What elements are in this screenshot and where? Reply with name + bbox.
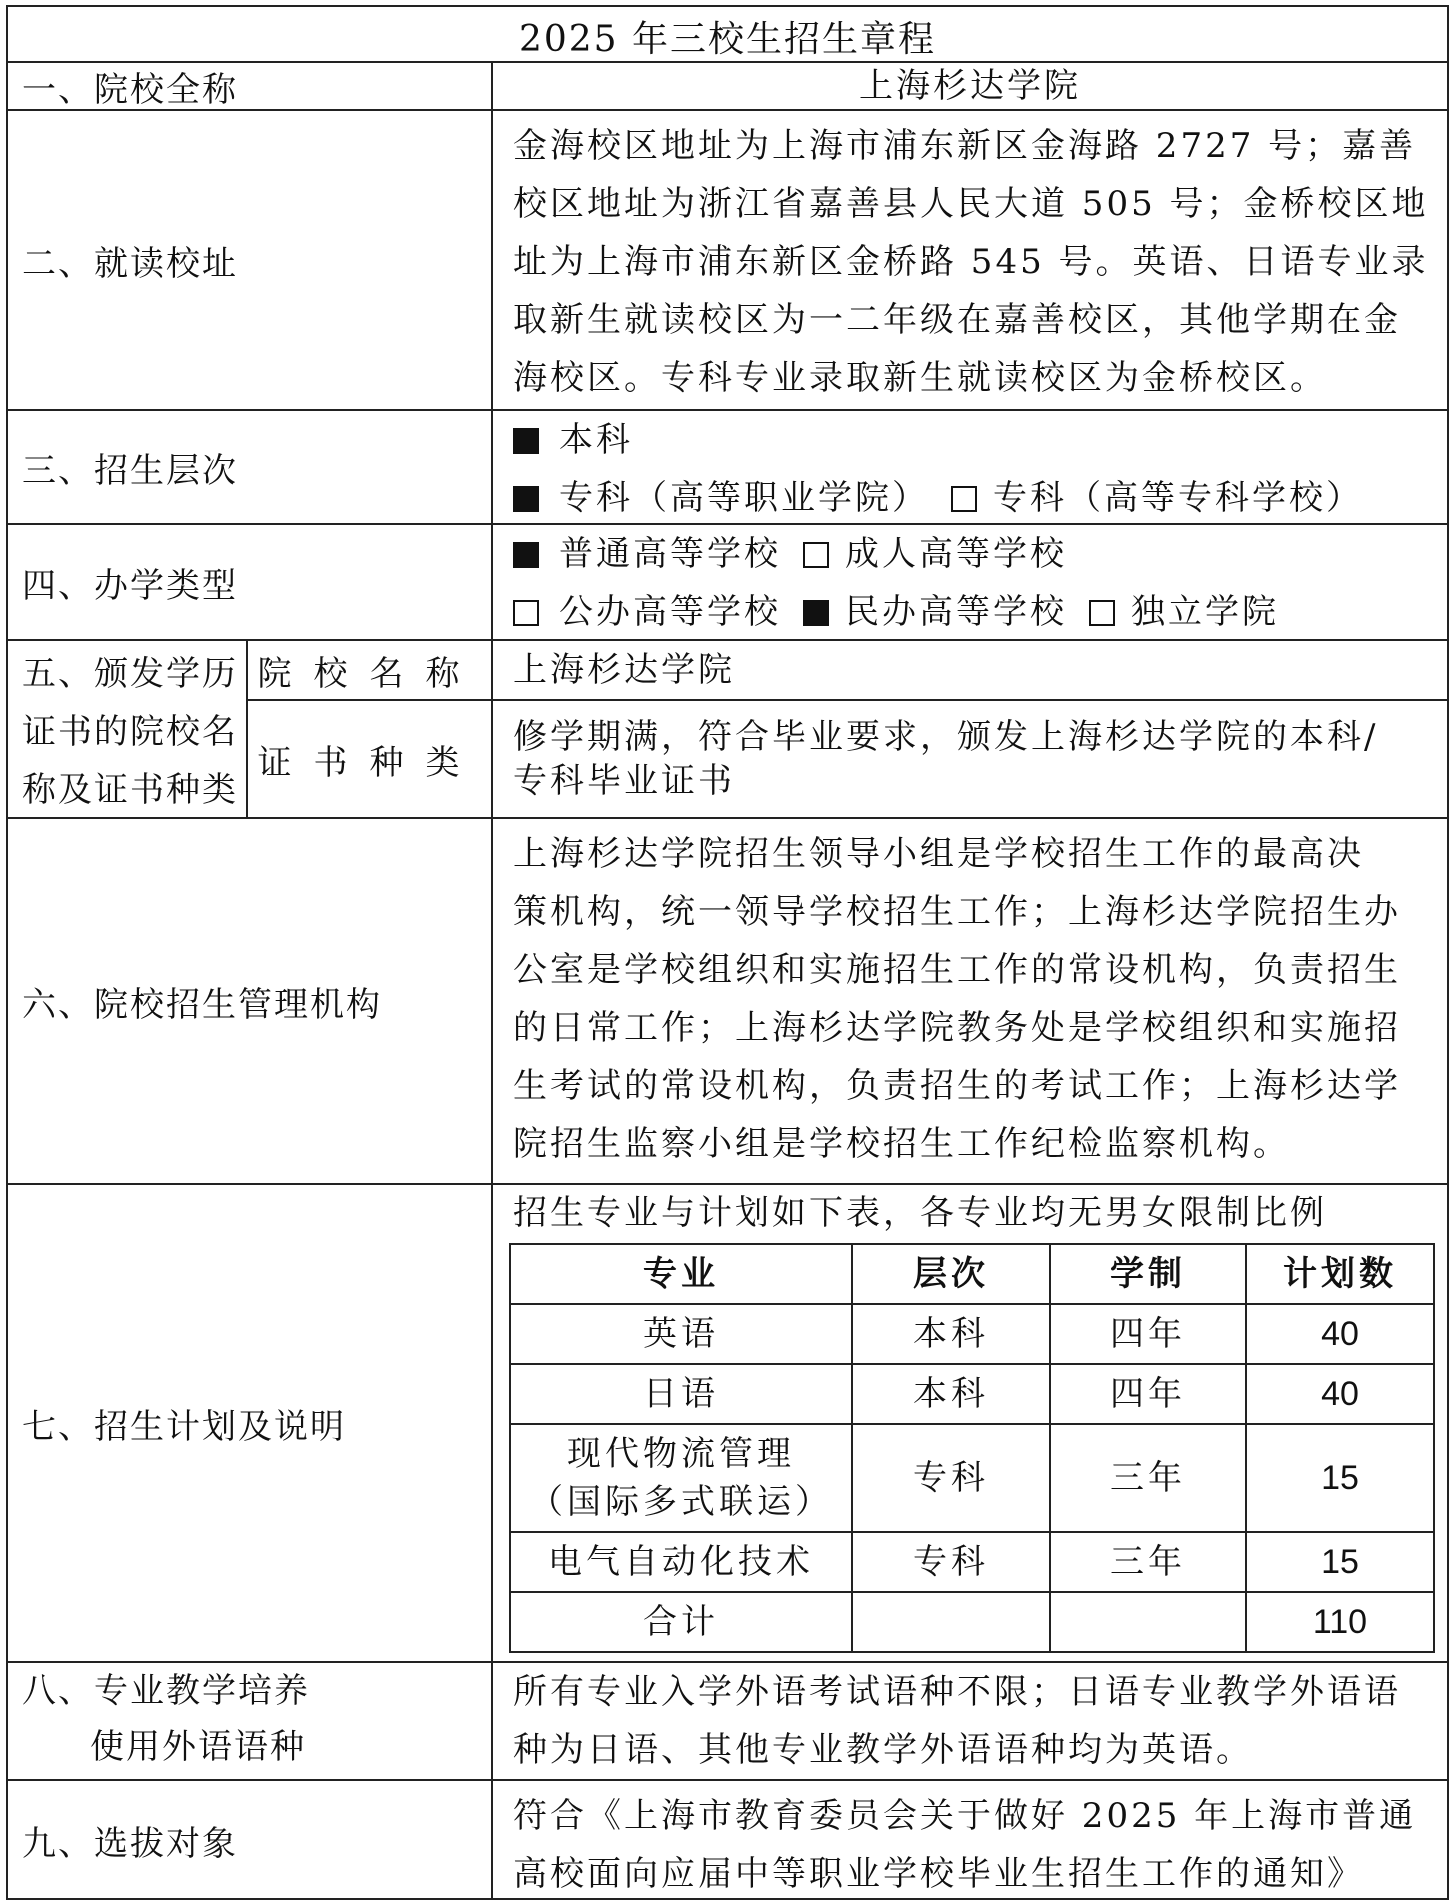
option-label: 普通高等学校 [559, 534, 781, 574]
title-row [8, 7, 1447, 63]
years-cell: 三年 [1050, 1532, 1246, 1592]
major-cell: 电气自动化技术 [510, 1532, 852, 1592]
column-header: 学制 [1050, 1244, 1246, 1304]
campus-address-text [493, 111, 1447, 409]
total-label-cell: 合计 [510, 1592, 852, 1652]
row-institution-name [8, 63, 1447, 111]
enrollment-level-options [493, 411, 1447, 523]
option-line [513, 525, 1433, 583]
row-label: 七、招生计划及说明 [8, 1185, 493, 1661]
admissions-management-text [493, 819, 1447, 1183]
label-line: 五、颁发学历 [22, 654, 238, 694]
total-count-cell: 110 [1246, 1592, 1434, 1652]
option-line [513, 583, 1433, 641]
table-row [510, 1304, 1434, 1364]
text-line: 生考试的常设机构，负责招生的考试工作；上海杉达学 [513, 1066, 1401, 1106]
text-line: 种为日语、其他专业教学外语语种均为英语。 [513, 1730, 1253, 1770]
column-header: 计划数 [1246, 1244, 1434, 1304]
row-certificate [8, 641, 1447, 819]
text-line: 的日常工作；上海杉达学院教务处是学校组织和实施招 [513, 1008, 1401, 1048]
empty-cell [1050, 1592, 1246, 1652]
admissions-charter-table [6, 5, 1449, 1900]
foreign-language-text [493, 1663, 1447, 1779]
table-total-row [510, 1592, 1434, 1652]
option-label: 成人高等学校 [845, 534, 1067, 574]
option-label: 民办高等学校 [845, 592, 1067, 632]
label-line: 称及证书种类 [22, 770, 238, 810]
certificate-institution-value: 上海杉达学院 [513, 650, 735, 690]
column-header: 层次 [852, 1244, 1050, 1304]
institution-name-value: 上海杉达学院 [859, 66, 1081, 106]
option-label: 专科（高等专科学校） [993, 478, 1363, 518]
checked-box-icon [513, 542, 539, 568]
row-label [8, 1663, 493, 1779]
table-row [510, 1364, 1434, 1424]
unchecked-box-icon [803, 542, 829, 568]
text-line: 上海杉达学院招生领导小组是学校招生工作的最高决 [513, 834, 1364, 874]
row-label: 四、办学类型 [8, 525, 493, 639]
row-enrollment-plan [8, 1185, 1447, 1663]
row-school-type [8, 525, 1447, 641]
row-label: 六、院校招生管理机构 [8, 819, 493, 1183]
enrollment-plan-table [509, 1243, 1435, 1653]
row-foreign-language [8, 1663, 1447, 1781]
option-label: 专科（高等职业学院） [559, 478, 929, 518]
row-label: 三、招生层次 [8, 411, 493, 523]
level-cell: 专科 [852, 1532, 1050, 1592]
level-cell: 本科 [852, 1364, 1050, 1424]
row-enrollment-level [8, 411, 1447, 525]
table-header-row [510, 1244, 1434, 1304]
text-line: 海校区。专科专业录取新生就读校区为金桥校区。 [513, 358, 1327, 398]
row-selection-target [8, 1781, 1447, 1900]
text-line: 策机构，统一领导学校招生工作；上海杉达学院招生办 [513, 892, 1401, 932]
checked-box-icon [513, 486, 539, 512]
row-label: 九、选拔对象 [8, 1781, 493, 1900]
enrollment-plan-content [493, 1185, 1447, 1661]
checked-box-icon [513, 428, 539, 454]
option-label: 独立学院 [1131, 592, 1279, 632]
selection-target-text [493, 1781, 1447, 1900]
major-cell: 英语 [510, 1304, 852, 1364]
major-line: 现代物流管理 [567, 1434, 795, 1474]
years-cell: 四年 [1050, 1364, 1246, 1424]
page-title: 2025 年三校生招生章程 [518, 19, 937, 60]
text-line: 取新生就读校区为一二年级在嘉善校区，其他学期在金 [513, 300, 1401, 340]
option-label: 公办高等学校 [559, 592, 781, 632]
certificate-type-value [493, 701, 1447, 817]
table-row [510, 1424, 1434, 1532]
row-label: 二、就读校址 [8, 111, 493, 409]
unchecked-box-icon [951, 486, 977, 512]
row-campus-address [8, 111, 1447, 411]
unchecked-box-icon [513, 600, 539, 626]
sub-label-institution: 院校名称 [248, 641, 493, 699]
level-cell: 本科 [852, 1304, 1050, 1364]
major-cell: 日语 [510, 1364, 852, 1424]
major-cell [510, 1424, 852, 1532]
count-cell: 15 [1246, 1424, 1434, 1532]
label-line: 八、专业教学培养 [22, 1671, 310, 1711]
label-line: 证书的院校名 [22, 712, 238, 752]
column-header: 专业 [510, 1244, 852, 1304]
checked-box-icon [803, 600, 829, 626]
table-row [510, 1532, 1434, 1592]
count-cell: 15 [1246, 1532, 1434, 1592]
option-line [513, 469, 1433, 527]
empty-cell [852, 1592, 1050, 1652]
text-line: 专科毕业证书 [513, 761, 735, 801]
text-line: 高校面向应届中等职业学校毕业生招生工作的通知》 [513, 1854, 1364, 1894]
text-line: 所有专业入学外语考试语种不限；日语专业教学外语语 [513, 1672, 1401, 1712]
unchecked-box-icon [1089, 600, 1115, 626]
school-type-options [493, 525, 1447, 639]
level-cell: 专科 [852, 1424, 1050, 1532]
sub-label-certificate-type: 证书种类 [248, 701, 493, 817]
text-line: 修学期满，符合毕业要求，颁发上海杉达学院的本科/ [513, 717, 1379, 757]
row-label: 一、院校全称 [8, 63, 493, 109]
text-line: 公室是学校组织和实施招生工作的常设机构，负责招生 [513, 950, 1401, 990]
option-line [513, 411, 1433, 469]
text-line: 金海校区地址为上海市浦东新区金海路 2727 号；嘉善 [513, 126, 1417, 166]
count-cell: 40 [1246, 1364, 1434, 1424]
option-label: 本科 [559, 420, 633, 460]
major-line: （国际多式联运） [529, 1482, 833, 1522]
years-cell: 三年 [1050, 1424, 1246, 1532]
text-line: 校区地址为浙江省嘉善县人民大道 505 号；金桥校区地 [513, 184, 1429, 224]
years-cell: 四年 [1050, 1304, 1246, 1364]
text-line: 符合《上海市教育委员会关于做好 2025 年上海市普通 [513, 1796, 1417, 1836]
text-line: 址为上海市浦东新区金桥路 545 号。英语、日语专业录 [513, 242, 1429, 282]
count-cell: 40 [1246, 1304, 1434, 1364]
row-admissions-management [8, 819, 1447, 1185]
plan-intro: 招生专业与计划如下表，各专业均无男女限制比例 [513, 1193, 1327, 1233]
text-line: 院招生监察小组是学校招生工作纪检监察机构。 [513, 1124, 1290, 1164]
label-line: 使用外语语种 [90, 1727, 306, 1767]
row-label [8, 641, 248, 817]
